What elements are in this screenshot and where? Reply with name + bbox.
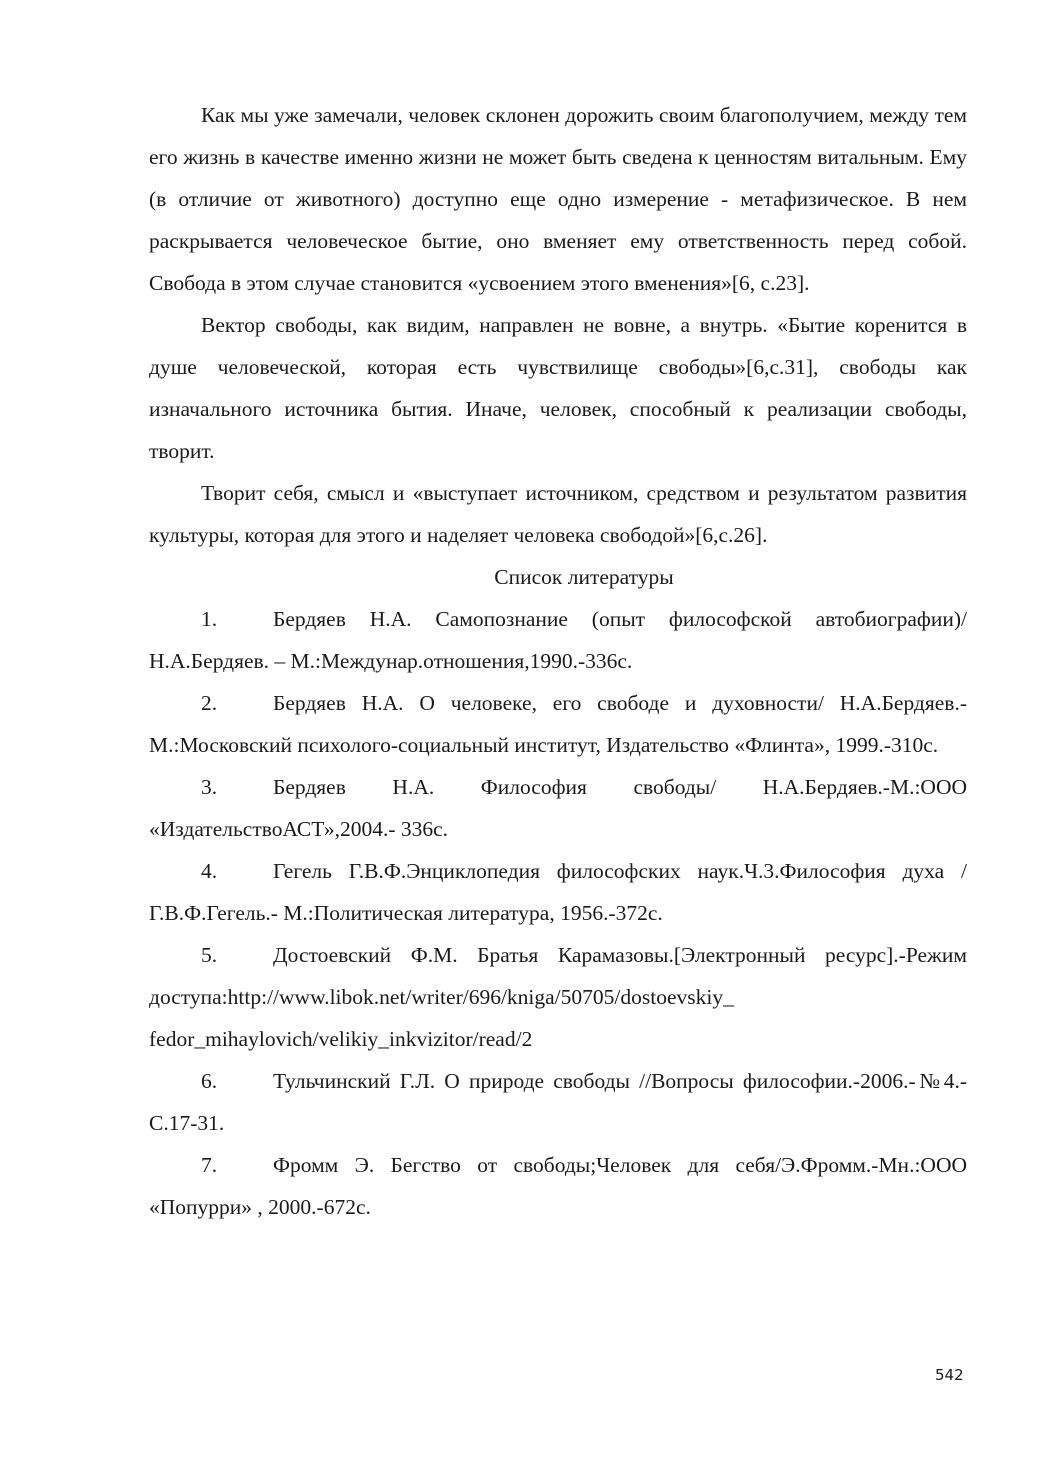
reference-number: 1. (201, 607, 218, 631)
references-list (149, 598, 967, 1228)
reference-text: Бердяев Н.А. О человеке, его свободе и духовности/ Н.А.Бердяев.-М.:Московский психолого-социальный институт, Издательство «Флинта», 1999.-310с. (149, 691, 967, 757)
reference-number: 7. (201, 1153, 218, 1177)
reference-item (149, 682, 967, 766)
reference-text: Гегель Г.В.Ф.Энциклопедия философских наук.Ч.3.Философия духа /Г.В.Ф.Гегель.- М.:Политическая литература, 1956.-372с. (149, 859, 967, 925)
reference-text: Бердяев Н.А. Философия свободы/ Н.А.Бердяев.-М.:ООО «ИздательствоАСТ»,2004.- 336с. (149, 775, 967, 841)
body-paragraph: Творит себя, смысл и «выступает источником, средством и результатом развития культуры, которая для этого и наделяет человека свободой»[6,с.26]. (149, 481, 967, 547)
reference-item (149, 1144, 967, 1228)
body-paragraph: Вектор свободы, как видим, направлен не вовне, а внутрь. «Бытие коренится в душе человеческой, которая есть чувствилище свободы»[6,с.31], свободы как изначального источника бытия. Иначе, человек, способный к реализации свободы, творит. (149, 313, 967, 463)
references-heading: Список литературы (494, 565, 674, 589)
reference-item (149, 598, 967, 682)
reference-item (149, 934, 967, 1060)
reference-text: Тульчинский Г.Л. О природе свободы //Вопросы философии.-2006.-№4.-С.17-31. (149, 1069, 967, 1135)
reference-item (149, 766, 967, 850)
reference-item (149, 850, 967, 934)
reference-text: Бердяев Н.А. Самопознание (опыт философской автобиографии)/ Н.А.Бердяев. – М.:Междунар.отношения,1990.-336с. (149, 607, 967, 673)
body-paragraph: Как мы уже замечали, человек склонен дорожить своим благополучием, между тем его жизнь в качестве именно жизни не может быть сведена к ценностям витальным. Ему (в отличие от животного) доступно еще одно измерение - метафизическое. В нем раскрывается человеческое бытие, оно вменяет ему ответственность перед собой. Свобода в этом случае становится «усвоением этого вменения»[6, с.23]. (149, 103, 967, 295)
reference-number: 6. (201, 1069, 218, 1093)
document-page (149, 94, 967, 1228)
reference-number: 5. (201, 943, 218, 967)
reference-number: 4. (201, 859, 218, 883)
reference-number: 2. (201, 691, 218, 715)
reference-item (149, 1060, 967, 1144)
page-number: 542 (935, 1366, 964, 1384)
reference-text: Достоевский Ф.М. Братья Карамазовы.[Электронный ресурс].-Режим доступа:http://www.libok.net/writer/696/kniga/50705/dostoevskiy_ fedor_mihaylovich/velikiy_inkvizitor/read/2 (149, 943, 967, 1051)
reference-number: 3. (201, 775, 218, 799)
reference-text: Фромм Э. Бегство от свободы;Человек для себя/Э.Фромм.-Мн.:ООО «Попурри» , 2000.-672с. (149, 1153, 967, 1219)
